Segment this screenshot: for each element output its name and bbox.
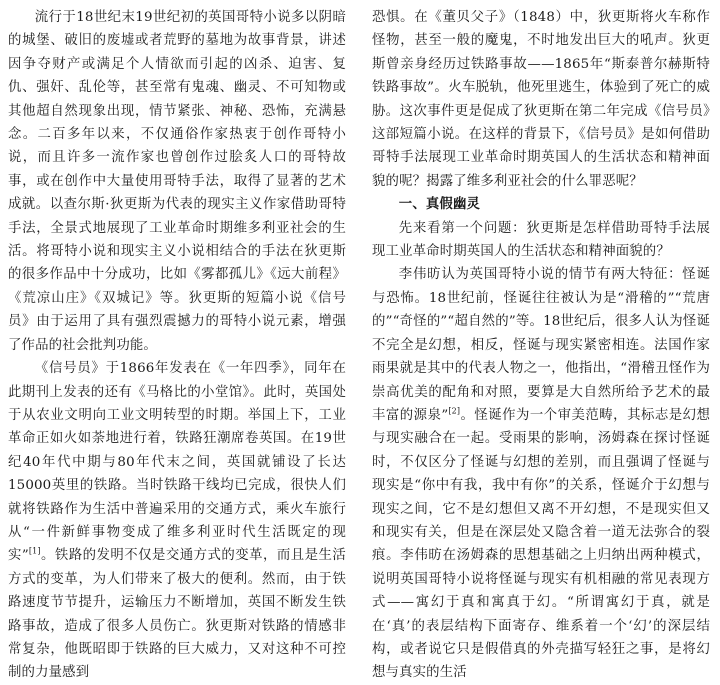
section-heading: 一、真假幽灵 <box>398 197 481 213</box>
paragraph-text: 李伟昉认为英国哥特小说的情节有两大特征：怪诞与恐怖。18世纪前，怪诞往往被认为是“滑稽的”“荒唐的”“奇怪的”“超自然的”等。18世纪后，很多人认为怪诞不完全是幻想，相反，怪诞与现实紧密相连。法国作家雨果就是其中的代表人物之一，他指出，“滑稽丑怪作为崇高优美的配角和对照，要算是大自然所给予艺术的最丰富的源泉” <box>372 267 710 423</box>
paragraph-text: 。铁路的发明不仅是交通方式的变革，而且是生活方式的变革，为人们带来了极大的便利。然而，由于铁路速度节节提升，运输压力不断增加，英国不断发生铁路事故，造成了很多人员伤亡。狄更斯对铁路的情感非常复杂，他既昭即于铁路的巨大威力，又对这种不可控制的力量感到 <box>8 548 346 681</box>
intro-paragraph: 流行于18世纪末19世纪初的英国哥特小说多以阴暗的城堡、破旧的废墟或者荒野的墓地为故事背景，讲述因争夺财产或满足个人情欲而引起的凶杀、迫害、复仇、强奸、乱伦等，甚至常有鬼魂、幽灵、不可知物或其他超自然现象出现，情节紧张、神秘、恐怖，充满悬念。二百多年以来，不仅通俗作家热衷于创作哥特小说，而且许多一流作家也曾创作过脍炙人口的哥特故事，或在创作中大量使用哥特手法，取得了显著的艺术成就。以查尔斯·狄更斯为代表的现实主义作家借助哥特手法，全景式地展现了工业革命时期维多利亚社会的生活。将哥特小说和现实主义小说相结合的手法在狄更斯的很多作品中十分成功，比如《雾都孤儿》《远大前程》《荒凉山庄》《双城记》等。狄更斯的短篇小说《信号员》由于运用了具有强烈震撼力的哥特小说元素，增强了作品的社会批判功能。 <box>8 10 346 353</box>
paragraph-text: 。怪诞作为一个审美范畴，其标志是幻想与现实融合在一起。受雨果的影响，汤姆森在探讨怪诞时，不仅区分了怪诞与幻想的差别，而且强调了怪诞与现实是“你中有我，我中有你”的关系，怪诞介于幻想与现实之间，它不是幻想但又离不开幻想，不是现实但又和现实有关，但是在深层处又隐含着一道无法弥合的裂痕。李伟昉在汤姆森的思想基础之上归纳出两种模式，说明英国哥特小说将怪诞与现实有机相融的常见表现方式——寓幻于真和寓真于幻。“所谓寓幻于真，就是在‘真’的表层结构下面寄存、维系着一个‘幻’的深层结构，或者说它只是假借真的外壳描写轻狂之事，是将幻想与真实的生活 <box>372 407 710 681</box>
continued-paragraph: 恐惧。在《董贝父子》（1848）中，狄更斯将火车称作怪物，甚至一般的魔鬼，不时地发出巨大的吼声。狄更斯曾亲身经历过铁路事故——1865年“斯泰普尔赫斯特铁路事故”。火车脱轨，他死里逃生，体验到了死亡的威胁。这次事件更是促成了狄更斯在第二年完成《信号员》这部短篇小说。在这样的背景下，《信号员》是如何借助哥特手法展现工业革命时期英国人的生活状态和精神面貌的呢？揭露了维多利亚社会的什么罪恶呢？ <box>372 10 710 189</box>
left-column <box>8 6 346 685</box>
paragraph-text: 《信号员》于1866年发表在《一年四季》，同年在此期刊上发表的还有《马格比的小堂馆》。此时，英国处于从农业文明向工业文明转型的时期。举国上下，工业革命正如火如荼地进行着，铁路狂潮席卷英国。在19世纪40年代中期与80年代末之间，英国就铺设了长达15000英里的铁路。当时铁路干线均已完成，很快人们就将铁路作为生活中普遍采用的交通方式，乘火车旅行从“一件新鲜事物变成了维多利亚时代生活既定的现实” <box>8 361 346 564</box>
citation-ref-2[interactable]: [2] <box>448 406 461 416</box>
grotesque-paragraph <box>372 263 710 684</box>
signalman-background-paragraph <box>8 357 346 685</box>
question-paragraph: 先来看第一个问题：狄更斯是怎样借助哥特手法展现工业革命时期英国人的生活状态和精神面貌的？ <box>372 220 710 260</box>
citation-ref-1[interactable]: [1] <box>28 546 41 556</box>
right-column <box>372 6 710 685</box>
